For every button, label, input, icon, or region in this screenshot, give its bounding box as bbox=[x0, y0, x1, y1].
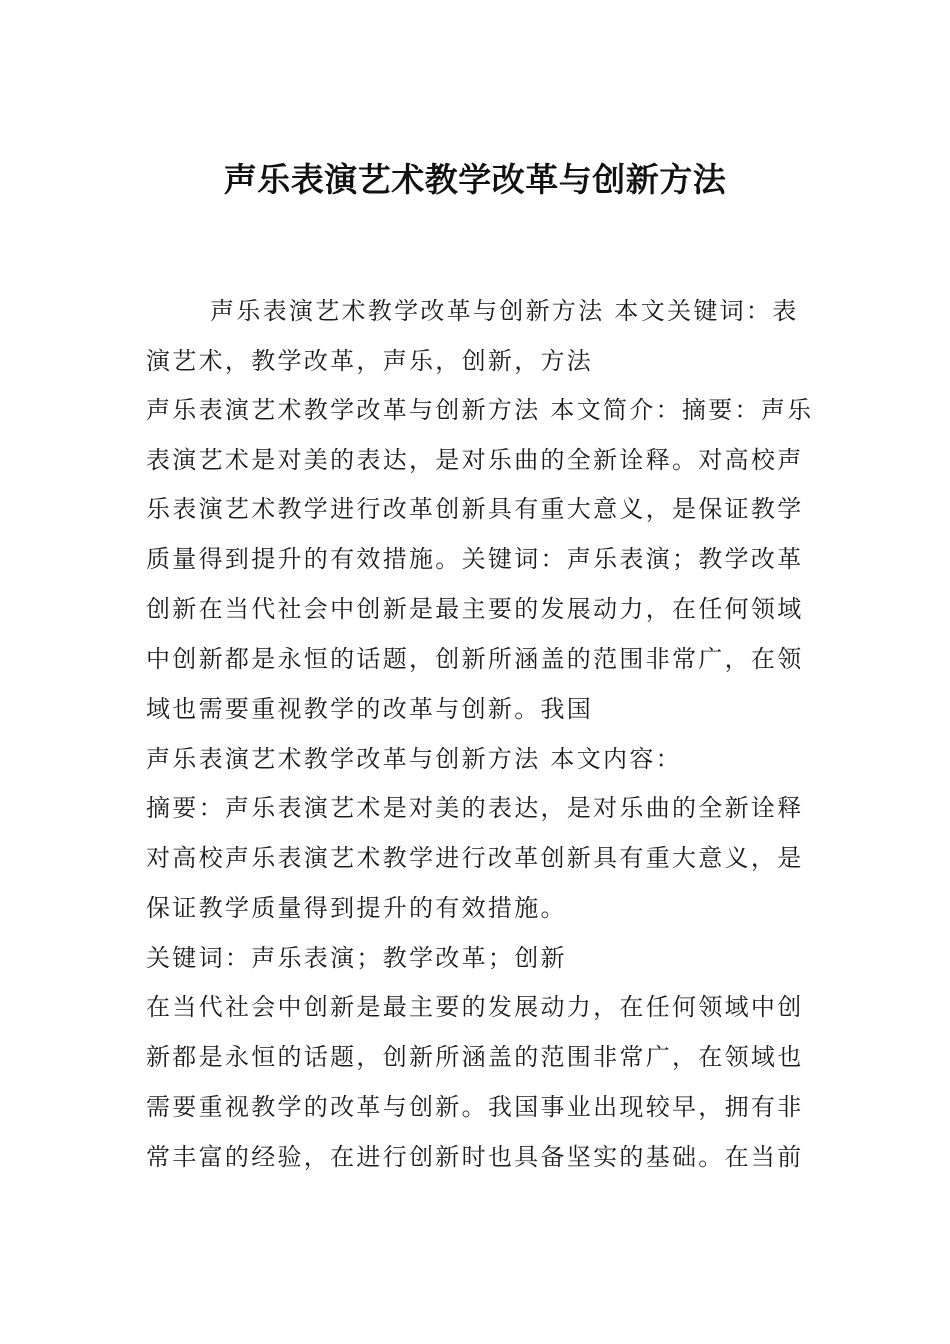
text-line: 保证教学质量得到提升的有效措施。 bbox=[146, 894, 567, 922]
text-line: 新都是永恒的话题，创新所涵盖的范围非常广，在领域也 bbox=[146, 1043, 804, 1071]
text-line: 表演艺术是对美的表达，是对乐曲的全新诠释。对高校声 bbox=[146, 446, 804, 474]
text-line: 演艺术，教学改革，声乐，创新，方法 bbox=[146, 347, 594, 375]
text-line: 创新在当代社会中创新是最主要的发展动力，在任何领域 bbox=[146, 595, 804, 623]
text-line: 声乐表演艺术教学改革与创新方法 本文关键词：表 bbox=[210, 297, 799, 325]
text-line: 关键词：声乐表演；教学改革；创新 bbox=[146, 944, 567, 972]
text-line: 需要重视教学的改革与创新。我国事业出现较早，拥有非 bbox=[146, 1093, 804, 1121]
text-line: 在当代社会中创新是最主要的发展动力，在任何领域中创 bbox=[146, 993, 804, 1021]
text-line: 声乐表演艺术教学改革与创新方法 本文内容： bbox=[146, 745, 682, 773]
text-line: 乐表演艺术教学进行改革创新具有重大意义，是保证教学 bbox=[146, 495, 804, 523]
text-line: 质量得到提升的有效措施。关键词：声乐表演；教学改革 bbox=[146, 545, 804, 573]
text-line: 中创新都是永恒的话题，创新所涵盖的范围非常广，在领 bbox=[146, 645, 804, 673]
text-line: 域也需要重视教学的改革与创新。我国 bbox=[146, 695, 594, 723]
text-line: 声乐表演艺术教学改革与创新方法 本文简介：摘要：声乐 bbox=[146, 396, 814, 424]
text-line: 摘要：声乐表演艺术是对美的表达，是对乐曲的全新诠释 bbox=[146, 794, 804, 822]
text-line: 对高校声乐表演艺术教学进行改革创新具有重大意义，是 bbox=[146, 844, 804, 872]
text-line: 常丰富的经验，在进行创新时也具备坚实的基础。在当前 bbox=[146, 1143, 804, 1171]
document-title: 声乐表演艺术教学改革与创新方法 bbox=[223, 160, 727, 199]
